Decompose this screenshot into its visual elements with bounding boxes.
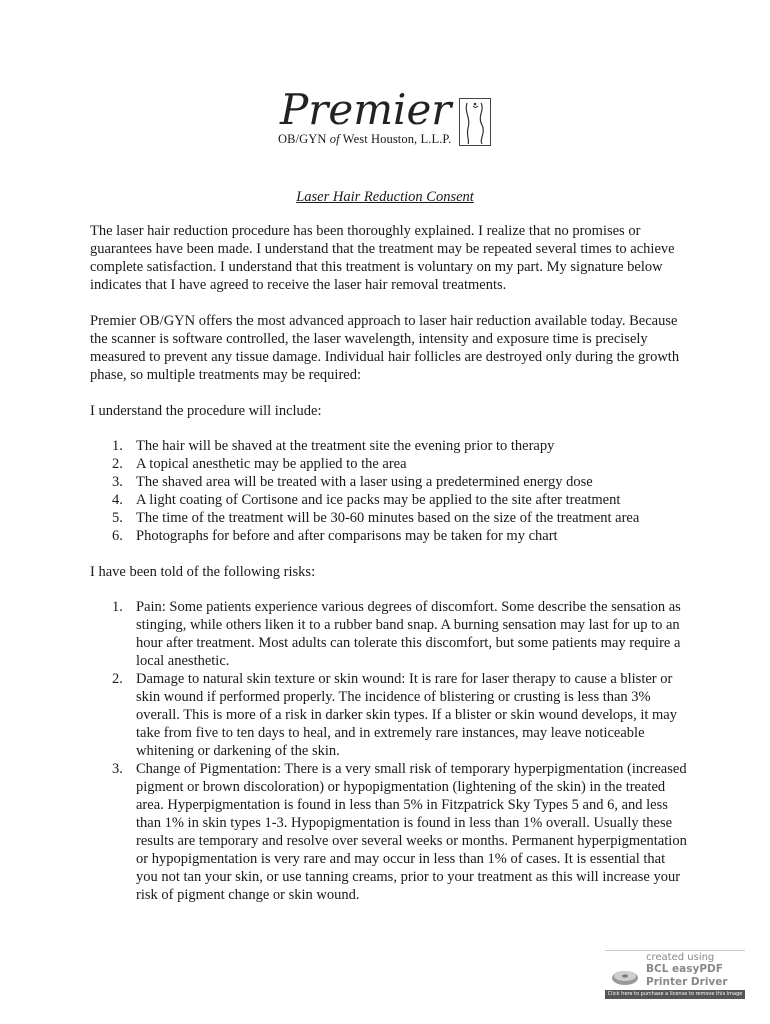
list-item-text: Photographs for before and after comparisons may be taken for my chart (136, 528, 558, 544)
list-number: 6. (112, 528, 123, 544)
printer-disc-icon (610, 965, 640, 987)
list-item-text: A light coating of Cortisone and ice packs may be applied to the site after treatment (136, 492, 621, 508)
list-item-text: The shaved area will be treated with a laser using a predetermined energy dose (136, 474, 593, 490)
list-item (90, 760, 690, 904)
list-number: 1. (112, 599, 123, 615)
list-item (90, 527, 690, 545)
list-item-text: Pain: Some patients experience various degrees of discomfort. Some describe the sensation as stinging, while others liken it to a rubber band snap. A burning sensation may last for up to an hour after treatment. Most adults can tolerate this discomfort, but some patients may require a local anesthetic. (136, 599, 681, 669)
list-item-text: Change of Pigmentation: There is a very small risk of temporary hyperpigmentation (increased pigment or brown discoloration) or hypopigmentation (lightening of the skin) in the treated area. Hyperpigmentation is found in less than 5% in Fitzpatrick Sky Types 5 and 6, and less than 1% in skin types 1-3. Hypopigmentation is found in less than 1% overall. Usually these results are temporary and resolve over several weeks or months. Permanent hyperpigmentation or hypopigmentation is very rare and may occur in less than 1% of cases. It is essential that you not tan your skin, or use tanning creams, prior to your treatment as this will increase your risk of pigment change or skin wound. (136, 761, 687, 903)
logo-sub-before: OB/GYN (278, 132, 330, 146)
list-item (90, 670, 690, 760)
risks-heading: I have been told of the following risks: (90, 564, 316, 580)
watermark-created-text: created using (646, 952, 715, 963)
list-item-text: Damage to natural skin texture or skin wound: It is rare for laser therapy to cause a blister or skin wound if performed properly. The incidence of blistering or crusting is less than 3% overall. This is more of a risk in darker skin types. If a blister or skin wound develops, it may take from five to ten days to heal, and in extremely rare instances, may leave noticeable whitening or darkening of the skin. (136, 671, 677, 759)
logo-figure-icon (459, 98, 491, 146)
risks-list (90, 598, 690, 904)
list-item (90, 509, 690, 527)
list-number: 3. (112, 761, 123, 777)
watermark-product: BCL easyPDF (646, 963, 723, 975)
watermark-product-sub: Printer Driver (646, 976, 728, 988)
approach-paragraph: Premier OB/GYN offers the most advanced approach to laser hair reduction available today. Because the scanner is software controlled, the laser wavelength, intensity and exposure time is precisely measured to prevent any tissue damage. Individual hair follicles are destroyed only during the growth phase, so multiple treatments may be required: (90, 313, 680, 383)
logo-subtitle (278, 132, 451, 147)
list-item (90, 598, 690, 670)
procedure-heading: I understand the procedure will include: (90, 403, 322, 419)
procedure-list (90, 437, 690, 545)
document-title: Laser Hair Reduction Consent (296, 189, 474, 205)
logo-sub-of: of (329, 132, 340, 146)
letterhead-logo (276, 85, 496, 150)
list-item (90, 455, 690, 473)
list-item-text: The time of the treatment will be 30-60 minutes based on the size of the treatment area (136, 510, 640, 526)
logo-name: Premier (280, 85, 452, 134)
list-item (90, 491, 690, 509)
list-number: 3. (112, 474, 123, 490)
list-item (90, 437, 690, 455)
list-number: 4. (112, 492, 123, 508)
pdf-watermark-badge[interactable] (605, 950, 745, 999)
list-item-text: A topical anesthetic may be applied to the area (136, 456, 407, 472)
intro-paragraph: The laser hair reduction procedure has been thoroughly explained. I realize that no promises or guarantees have been made. I understand that the treatment may be repeated several times to achieve complete satisfaction. I understand that this treatment is voluntary on my part. My signature below indicates that I have agreed to receive the laser hair removal treatments. (90, 223, 675, 293)
list-number: 1. (112, 438, 123, 454)
list-number: 2. (112, 671, 123, 687)
list-number: 2. (112, 456, 123, 472)
list-number: 5. (112, 510, 123, 526)
list-item (90, 473, 690, 491)
logo-sub-after: West Houston, L.L.P. (339, 132, 452, 146)
watermark-purchase-link[interactable]: Click here to purchase a license to remove this image (605, 990, 745, 999)
list-item-text: The hair will be shaved at the treatment site the evening prior to therapy (136, 438, 555, 454)
